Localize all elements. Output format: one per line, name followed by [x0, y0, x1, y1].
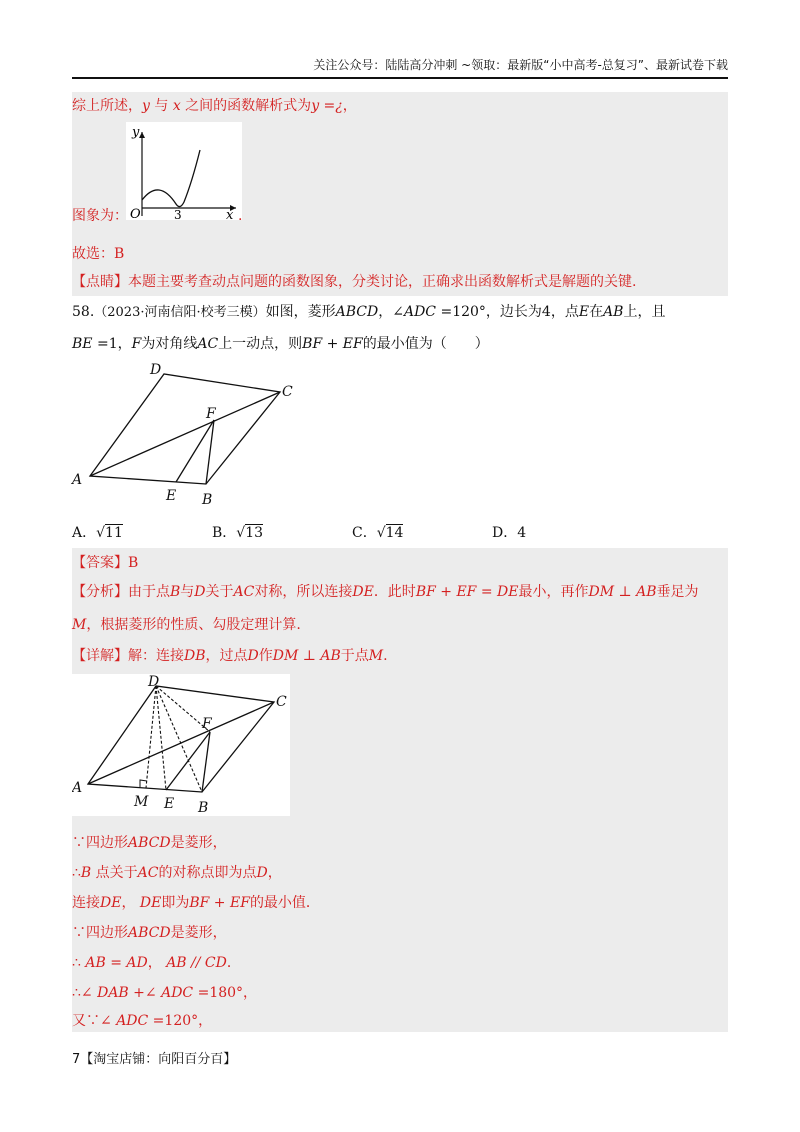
- analysis-line-1: 【分析】由于点B与D关于AC对称，所以连接DE．此时BF + EF = DE最小，再作DM ⊥ AB垂足为: [72, 584, 699, 600]
- prev-answer: 故选：B: [72, 246, 125, 262]
- label-c: C: [282, 384, 293, 400]
- step-5: ∴ AB = AD， AB // CD．: [72, 955, 241, 971]
- step-1: ∵四边形ABCD是菱形，: [72, 835, 227, 851]
- label-b-2: B: [198, 800, 209, 816]
- step-7: 又∵∠ ADC =120°，: [72, 1013, 213, 1029]
- graph-origin-label: O: [130, 207, 141, 220]
- label-e-2: E: [164, 796, 175, 812]
- step-4: ∵四边形ABCD是菱形，: [72, 925, 227, 941]
- label-m-2: M: [134, 794, 149, 810]
- label-e: E: [166, 488, 177, 504]
- rhombus-figure-2: [72, 674, 290, 816]
- label-d: D: [150, 362, 162, 378]
- step-3: 连接DE， DE即为BF + EF的最小值．: [72, 895, 320, 911]
- option-d: D．4: [492, 525, 527, 541]
- segment-bf: [206, 420, 214, 484]
- step-2: ∴B 点关于AC的对称点即为点D，: [72, 865, 282, 881]
- analysis-line-2: M，根据菱形的性质、勾股定理计算.: [72, 617, 301, 633]
- question-line-2: BE =1，F为对角线AC上一动点，则BF + EF的最小值为（ ）: [72, 336, 489, 352]
- label-f-2: F: [202, 716, 212, 732]
- label-c-2: C: [276, 694, 287, 710]
- page-footer: 7【淘宝店铺：向阳百分百】: [72, 1052, 237, 1067]
- label-a: A: [72, 472, 83, 488]
- label-d-2: D: [148, 674, 160, 690]
- graph-tick-3: 3: [174, 208, 182, 220]
- step-6: ∴∠ DAB +∠ ADC =180°，: [72, 985, 258, 1001]
- rhombus-figure-1: [70, 360, 310, 510]
- option-a: A．√11: [72, 525, 123, 541]
- option-c: C．√14: [352, 525, 404, 541]
- comment-line: 【点睛】本题主要考查动点问题的函数图象，分类讨论，正确求出函数解析式是解题的关键.: [72, 274, 637, 290]
- graph-y-label: y: [132, 125, 140, 140]
- page-header: 关注公众号：陆陆高分冲刺 ~领取：最新版“小中高考-总复习”、最新试卷下载: [72, 56, 728, 79]
- answer-line: 【答案】B: [72, 555, 139, 571]
- label-f: F: [206, 406, 216, 422]
- graph-x-label: x: [226, 208, 234, 220]
- graph-label-line: 图象为： .: [72, 208, 243, 224]
- option-b: B．√13: [212, 525, 264, 541]
- diagonal-ac: [90, 392, 280, 476]
- detail-line: 【详解】解：连接DB，过点D作DM ⊥ AB于点M.: [72, 648, 388, 664]
- summary-line: 综上所述，y 与 x 之间的函数解析式为y =¿，: [72, 98, 357, 114]
- label-a-2: A: [72, 780, 83, 796]
- label-b: B: [202, 492, 213, 508]
- question-line-1: 58.（2023·河南信阳·校考三模）如图，菱形ABCD，∠ADC =120°，边长为4，点E在AB上，且: [72, 304, 666, 320]
